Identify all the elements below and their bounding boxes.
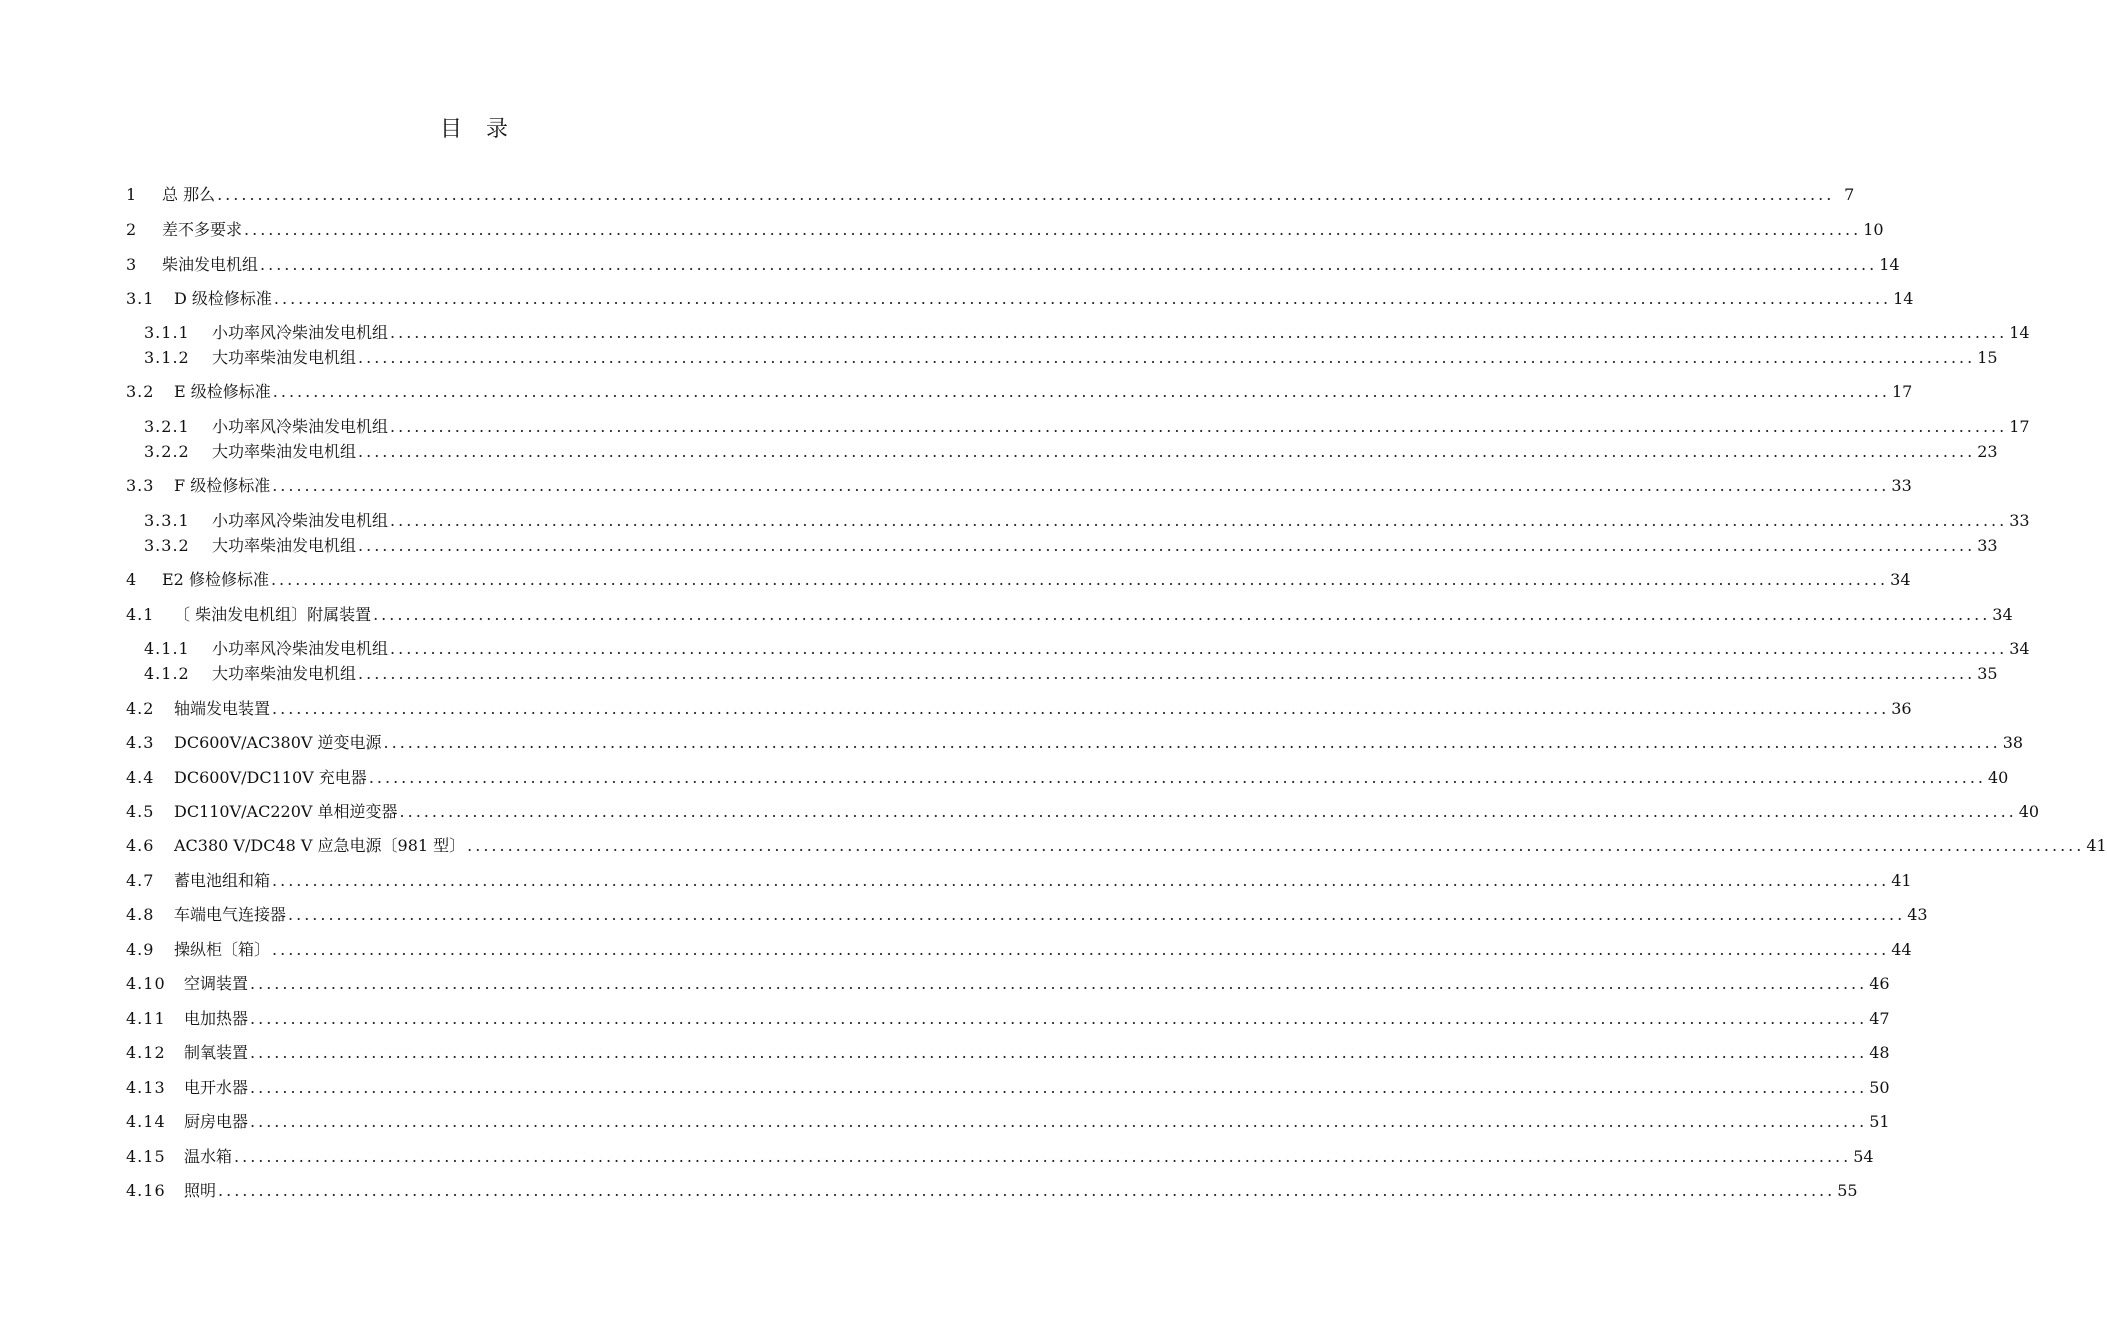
toc-dot-leader: ........................................................................................................................................................................................................ — [250, 974, 1868, 993]
toc-entry-number: 4.14 — [126, 1112, 166, 1131]
toc-entry-label: E 级检修标准 — [174, 382, 271, 401]
toc-dot-leader: ........................................................................................................................................................................................................ — [244, 220, 1862, 239]
toc-entry[interactable] — [126, 218, 1884, 242]
toc-entry-number: 3.3.2 — [144, 536, 190, 555]
toc-entry[interactable] — [126, 766, 2009, 790]
toc-entry[interactable] — [126, 1179, 1858, 1203]
toc-entry-page-number: 23 — [1977, 442, 1998, 461]
toc-entry-label: 小功率风冷柴油发电机组 — [212, 417, 389, 436]
toc-entry-label: 总 那么 — [162, 185, 216, 204]
toc-entry-label: E2 修检修标准 — [162, 570, 269, 589]
toc-entry[interactable] — [144, 637, 2030, 661]
toc-dot-leader: ........................................................................................................................................................................................................ — [250, 1009, 1868, 1028]
toc-entry-page-number: 43 — [1907, 905, 1928, 924]
toc-entry-label: 厨房电器 — [184, 1112, 249, 1131]
toc-entry[interactable] — [126, 380, 1913, 404]
toc-entry-label: 差不多要求 — [162, 220, 243, 239]
toc-dot-leader: ........................................................................................................................................................................................................ — [272, 940, 1890, 959]
toc-dot-leader: ........................................................................................................................................................................................................ — [467, 836, 2085, 855]
toc-dot-leader: ........................................................................................................................................................................................................ — [272, 699, 1890, 718]
toc-entry-label: D 级检修标准 — [174, 289, 272, 308]
toc-entry-number: 3.3.1 — [144, 511, 190, 530]
toc-entry-number: 4.13 — [126, 1078, 166, 1097]
toc-entry-page-number: 51 — [1869, 1112, 1890, 1131]
toc-entry-number: 3 — [126, 255, 138, 274]
toc-entry-label: 电开水器 — [184, 1078, 249, 1097]
toc-dot-leader: ........................................................................................................................................................................................................ — [273, 289, 1892, 308]
toc-entry-number: 4.8 — [126, 905, 155, 924]
toc-entry[interactable] — [144, 440, 1998, 464]
toc-entry-label: 电加热器 — [184, 1009, 249, 1028]
toc-entry[interactable] — [144, 662, 1998, 686]
toc-entry-page-number: 46 — [1869, 974, 1890, 993]
toc-entry[interactable] — [144, 321, 2030, 345]
toc-entry-number: 4.1.1 — [144, 639, 190, 658]
toc-entry-page-number: 40 — [1988, 768, 2009, 787]
toc-entry-label: 温水箱 — [184, 1147, 233, 1166]
toc-dot-leader: ........................................................................................................................................................................................................ — [373, 605, 1991, 624]
toc-entry-label: 蓄电池组和箱 — [174, 871, 271, 890]
toc-entry-label: 照明 — [184, 1181, 217, 1200]
toc-entry-number: 4.12 — [126, 1043, 166, 1062]
toc-dot-leader: ........................................................................................................................................................................................................ — [383, 733, 2001, 752]
toc-entry-page-number: 17 — [1891, 382, 1913, 401]
toc-entry-page-number: 48 — [1869, 1043, 1890, 1062]
toc-entry-number: 4 — [126, 570, 138, 589]
toc-entry-label: 柴油发电机组 — [162, 255, 259, 274]
toc-entry[interactable] — [126, 834, 2107, 858]
toc-entry-number: 4.9 — [126, 940, 155, 959]
toc-dot-leader: ........................................................................................................................................................................................................ — [358, 536, 1976, 555]
toc-entry[interactable] — [126, 1007, 1890, 1031]
toc-entry[interactable] — [144, 534, 1998, 558]
toc-entry[interactable] — [144, 415, 2030, 439]
toc-title — [0, 112, 950, 143]
toc-entry-number: 4.10 — [126, 974, 166, 993]
toc-entry[interactable] — [126, 603, 2013, 627]
toc-dot-leader: ........................................................................................................................................................................................................ — [390, 417, 2008, 436]
toc-entry-number: 3.2.2 — [144, 442, 190, 461]
toc-entry-page-number: 40 — [2018, 802, 2040, 821]
toc-entry-page-number: 14 — [1893, 289, 1914, 308]
toc-entry-page-number: 41 — [2086, 836, 2107, 855]
toc-entry-number: 3.2 — [126, 382, 155, 401]
toc-dot-leader: ........................................................................................................................................................................................................ — [390, 323, 2008, 342]
toc-entry-label: 大功率柴油发电机组 — [212, 348, 357, 367]
toc-entry[interactable] — [126, 287, 1914, 311]
toc-entry[interactable] — [126, 731, 2024, 755]
toc-entry-page-number: 15 — [1977, 348, 1998, 367]
toc-entry[interactable] — [126, 903, 1928, 927]
toc-entry-label: 小功率风冷柴油发电机组 — [212, 323, 389, 342]
toc-dot-leader: ........................................................................................................................................................................................................ — [270, 570, 1889, 589]
toc-dot-leader: ........................................................................................................................................................................................................ — [217, 185, 1835, 204]
toc-entry[interactable] — [126, 697, 1912, 721]
toc-entry-label: 操纵柜〔箱〕 — [174, 940, 271, 959]
toc-entry-number: 4.15 — [126, 1147, 166, 1166]
toc-entry-label: 轴端发电装置 — [174, 699, 271, 718]
toc-entry-number: 4.5 — [126, 802, 155, 821]
toc-entry-label: 空调装置 — [184, 974, 249, 993]
toc-dot-leader: ........................................................................................................................................................................................................ — [250, 1078, 1868, 1097]
toc-dot-leader: ........................................................................................................................................................................................................ — [250, 1112, 1868, 1131]
toc-entry-number: 3.2.1 — [144, 417, 190, 436]
toc-entry-page-number: 44 — [1891, 940, 1912, 959]
toc-entry-page-number: 50 — [1869, 1078, 1890, 1097]
toc-entry-number: 3.3 — [126, 476, 155, 495]
toc-dot-leader: ........................................................................................................................................................................................................ — [390, 511, 2008, 530]
toc-entry-label: DC600V/DC110V 充电器 — [174, 768, 367, 787]
toc-entry-number: 2 — [126, 220, 138, 239]
toc-entry-number: 3.1.1 — [144, 323, 190, 342]
toc-entry-page-number: 17 — [2009, 417, 2030, 436]
toc-dot-leader: ........................................................................................................................................................................................................ — [358, 348, 1976, 367]
toc-dot-leader: ........................................................................................................................................................................................................ — [272, 476, 1890, 495]
toc-entry-page-number: 7 — [1844, 185, 1855, 204]
toc-entry-number: 4.1 — [126, 605, 155, 624]
toc-entry-number: 4.4 — [126, 768, 155, 787]
toc-entry-label: F 级检修标准 — [174, 476, 271, 495]
toc-entry-page-number: 41 — [1891, 871, 1912, 890]
toc-dot-leader: ........................................................................................................................................................................................................ — [260, 255, 1878, 274]
toc-entry-page-number: 36 — [1891, 699, 1912, 718]
toc-entry-page-number: 33 — [1977, 536, 1998, 555]
toc-dot-leader: ........................................................................................................................................................................................................ — [368, 768, 1986, 787]
toc-entry[interactable] — [126, 938, 1912, 962]
toc-entry-label: DC600V/AC380V 逆变电源 — [174, 733, 382, 752]
toc-entry[interactable] — [126, 253, 1900, 277]
toc-entry[interactable] — [126, 568, 1911, 592]
toc-entry[interactable] — [126, 474, 1912, 498]
toc-title-part1: 目 — [439, 117, 464, 142]
toc-entry[interactable] — [126, 869, 1912, 893]
toc-entry-label: DC110V/AC220V 单相逆变器 — [174, 802, 398, 821]
toc-entry-label: AC380 V/DC48 V 应急电源〔981 型〕 — [174, 836, 466, 855]
toc-entry-page-number: 33 — [2009, 511, 2030, 530]
toc-entry[interactable] — [126, 183, 1855, 207]
toc-entry[interactable] — [126, 972, 1890, 996]
toc-entry-label: 小功率风冷柴油发电机组 — [212, 639, 389, 658]
toc-entry-number: 3.1.2 — [144, 348, 190, 367]
toc-entry-label: 〔 柴油发电机组〕附属装置 — [174, 605, 372, 624]
toc-entry-page-number: 33 — [1891, 476, 1912, 495]
toc-entry-page-number: 47 — [1869, 1009, 1890, 1028]
toc-entry-page-number: 14 — [2009, 323, 2030, 342]
toc-title-part2: 录 — [486, 117, 511, 142]
toc-dot-leader: ........................................................................................................................................................................................................ — [399, 802, 2017, 821]
toc-entry-page-number: 10 — [1863, 220, 1884, 239]
toc-entry-number: 4.2 — [126, 699, 155, 718]
toc-entry-page-number: 35 — [1977, 664, 1998, 683]
toc-entry-number: 4.1.2 — [144, 664, 190, 683]
toc-entry-label: 大功率柴油发电机组 — [212, 442, 357, 461]
toc-entry[interactable] — [126, 1076, 1890, 1100]
toc-entry[interactable] — [126, 1110, 1890, 1134]
toc-dot-leader: ........................................................................................................................................................................................................ — [358, 664, 1976, 683]
toc-dot-leader: ........................................................................................................................................................................................................ — [288, 905, 1906, 924]
toc-dot-leader: ........................................................................................................................................................................................................ — [358, 442, 1976, 461]
toc-entry-number: 4.11 — [126, 1009, 166, 1028]
toc-entry[interactable] — [144, 509, 2030, 533]
toc-entry-number: 4.6 — [126, 836, 155, 855]
toc-entry-page-number: 54 — [1853, 1147, 1874, 1166]
toc-entry-label: 大功率柴油发电机组 — [212, 536, 357, 555]
toc-entry-page-number: 34 — [1992, 605, 2013, 624]
toc-entry-number: 4.16 — [126, 1181, 166, 1200]
toc-entry[interactable] — [126, 800, 2040, 824]
toc-dot-leader: ........................................................................................................................................................................................................ — [272, 382, 1890, 401]
toc-entry-page-number: 34 — [2009, 639, 2030, 658]
toc-entry-label: 小功率风冷柴油发电机组 — [212, 511, 389, 530]
toc-dot-leader: ........................................................................................................................................................................................................ — [218, 1181, 1836, 1200]
toc-entry-number: 1 — [126, 185, 138, 204]
toc-entry[interactable] — [144, 346, 1998, 370]
toc-entry[interactable] — [126, 1145, 1874, 1169]
toc-entry-number: 4.3 — [126, 733, 155, 752]
toc-entry-label: 制氧装置 — [184, 1043, 249, 1062]
toc-entry-number: 3.1 — [126, 289, 155, 308]
toc-dot-leader: ........................................................................................................................................................................................................ — [234, 1147, 1852, 1166]
toc-entry-number: 4.7 — [126, 871, 155, 890]
toc-dot-leader: ........................................................................................................................................................................................................ — [390, 639, 2008, 658]
toc-entry-page-number: 14 — [1879, 255, 1900, 274]
toc-entry-page-number: 38 — [2002, 733, 2024, 752]
toc-entry-page-number: 34 — [1890, 570, 1911, 589]
toc-entry-label: 车端电气连接器 — [174, 905, 287, 924]
toc-entry-label: 大功率柴油发电机组 — [212, 664, 357, 683]
toc-entry[interactable] — [126, 1041, 1890, 1065]
toc-dot-leader: ........................................................................................................................................................................................................ — [250, 1043, 1868, 1062]
toc-dot-leader: ........................................................................................................................................................................................................ — [272, 871, 1890, 890]
toc-entry-page-number: 55 — [1837, 1181, 1858, 1200]
